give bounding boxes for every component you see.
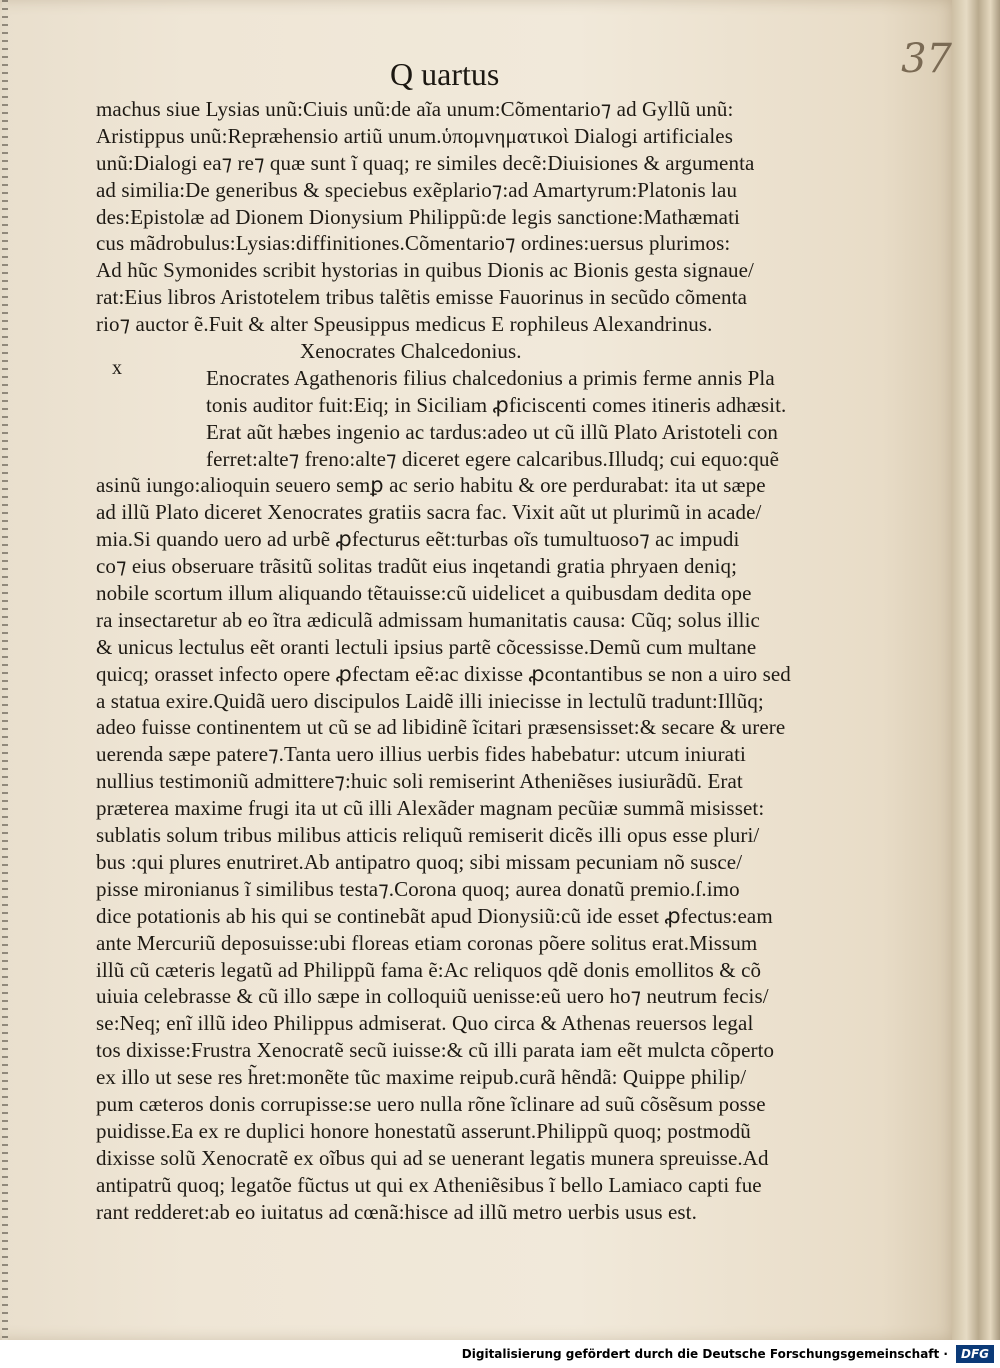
text-line: mia.Si quando uero ad urbẽ ꝓfecturus eẽt:turbas oĩs tumultuoso⁊ ac impudi [96, 527, 740, 552]
text-line: tos dixisse:Frustra Xenocratẽ secũ iuisse:& cũ illi parata iam eẽt mulcta cõperto [96, 1038, 775, 1063]
text-line: Ad hũc Symonides scribit hystorias in quibus Dionis ac Bionis gesta signaue/ [96, 258, 754, 283]
text-line: ferret:alte⁊ freno:alte⁊ diceret egere calcaribus.Illudq; cui equo:quẽ [206, 446, 780, 471]
funding-credit: Digitalisierung gefördert durch die Deutsche Forschungsgemeinschaft · [461, 1347, 948, 1361]
text-line: ex illo ut sese res h̃ret:monẽte tũc maxime reipub.curã hẽndã: Quippe philip/ [96, 1065, 747, 1090]
dfg-logo: DFG [956, 1345, 994, 1363]
text-line: ra insectaretur ab eo ĩtra ædiculã admissam humanitatis causa: Cũq; solus illic [96, 607, 760, 632]
text-line: des:Epistolæ ad Dionem Dionysium Philippũ:de legis sanctione:Mathæmati [96, 204, 740, 229]
text-line: antipatrũ quoq; legatõe fũctus ut qui ex Atheniẽsibus ĩ bello Lamiaco capti fue [96, 1172, 762, 1197]
text-line: pum cæteros donis corrupisse:se uero nulla rõne ĩclinare ad suũ cõsẽsum posse [96, 1091, 766, 1116]
text-line: uerenda sæpe patere⁊.Tanta uero illius uerbis fides habebatur: utcum iniurati [96, 742, 746, 767]
text-line: machus siue Lysias unũ:Ciuis unũ:de aĩa unum:Cõmentario⁊ ad Gyllũ unũ: [96, 97, 734, 121]
text-line: ad illũ Plato diceret Xenocrates gratiis sacra fac. Vixit aũt ut plurimũ in acade/ [96, 500, 762, 525]
text-line: nobile scortum illum aliquando tẽtauisse:cũ uidelicet a quibusdam dedita ope [96, 581, 752, 606]
text-line: ad similia:De generibus & speciebus exẽplario⁊:ad Amartyrum:Platonis lau [96, 177, 738, 202]
text-line: rant redderet:ab eo iuitatus ad cœnã:hisce ad illũ metro uerbis usus est. [96, 1199, 697, 1224]
text-line: co⁊ eius obseruare trãsitũ solitas tradũt eius inqetandi gratia phryaen deniq; [96, 554, 738, 579]
section-heading: Xenocrates Chalcedonius. [300, 339, 522, 364]
text-line: tonis auditor fuit:Eiq; in Siciliam ꝓficiscenti comes itineris adhæsit. [206, 392, 787, 417]
book-fore-edge [952, 0, 1000, 1340]
text-line: pisse mironianus ĩ similibus testa⁊.Corona quoq; aurea donatũ premio.ſ.imo [96, 876, 740, 901]
text-line: adeo fuisse continentem ut cũ se ad libidinẽ ĩcitari præsensisset:& secare & urere [96, 715, 786, 740]
text-line: Aristippus unũ:Repræhensio artiũ unum.ὑπομνηματικοὶ Dialogi artificiales [96, 123, 733, 148]
text-line: ante Mercuriũ deposuisse:ubi floreas etiam coronas põere solitus erat.Missum [96, 930, 758, 955]
marginal-note: x [112, 357, 122, 379]
running-header: Q uartus [390, 56, 500, 92]
text-line: unũ:Dialogi ea⁊ re⁊ quæ sunt ĩ quaq; re similes decẽ:Diuisiones & argumenta [96, 150, 755, 175]
folio-number: 37 [901, 36, 952, 82]
text-line: illũ cũ cæteris legatũ ad Philippũ fama ẽ:Ac reliquos qdẽ donis emollitos & cõ [96, 957, 762, 982]
text-line: præterea maxime frugi ita ut cũ illi Alexãder magnam pecũiæ summã misisset: [96, 796, 765, 821]
text-line: puidisse.Ea ex re duplici honore honestatũ asserunt.Philippũ quoq; postmodũ [96, 1118, 751, 1143]
text-line: & unicus lectulus eẽt oranti lectuli ipsius partẽ cõcessisse.Demũ cum multane [96, 634, 757, 659]
body-text [96, 96, 836, 1225]
text-line: asinũ iungo:alioquin seuero semꝑ ac serio habitu & ore perdurabat: ita ut sæpe [96, 473, 766, 498]
text-line: sublatis solum tribus milibus atticis reliquũ remiserit dicẽs illi opus esse pluri/ [96, 823, 760, 848]
text-line: bus :qui plures enutriret.Ab antipatro quoq; sibi missam pecuniam nõ susce/ [96, 849, 743, 874]
text-line: rat:Eius libros Aristotelem tribus talẽtis emisse Fauorinus in secũdo cõmenta [96, 285, 748, 310]
text-line: nullius testimoniũ admittere⁊:huic soli remiserint Atheniẽses iusiurãdũ. Erat [96, 769, 743, 794]
text-line: a statua exire.Quidã uero discipulos Laidẽ illi iniecisse in lectulũ tradunt:Illũq; [96, 688, 764, 713]
text-line: uiuia celebrasse & cũ illo sæpe in colloquiũ uenisse:eũ uero ho⁊ neutrum fecis/ [96, 984, 769, 1009]
text-line: quicq; orasset infecto opere ꝓfectam eẽ:ac dixisse ꝓcontantibus se non a uiro sed [96, 661, 791, 686]
digitization-footer [0, 1340, 1000, 1368]
text-line: rio⁊ auctor ẽ.Fuit & alter Speusippus medicus E rophileus Alexandrinus. [96, 312, 713, 337]
text-line: Erat aũt hæbes ingenio ac tardus:adeo ut cũ illũ Plato Aristoteli con [206, 419, 779, 444]
text-line: dice potationis ab his qui se continebãt apud Dionysiũ:cũ ide esset ꝓfectus:eam [96, 903, 773, 928]
page-edge-scale [2, 0, 8, 1340]
text-line: dixisse solũ Xenocratẽ ex oĩbus qui ad se uenerant legatis munera spreuisse.Ad [96, 1145, 769, 1170]
text-line: se:Neq; enĩ illũ ideo Philippus admiserat. Quo circa & Athenas reuersos legal [96, 1011, 754, 1036]
text-line: Enocrates Agathenoris filius chalcedonius a primis ferme annis Pla [206, 365, 775, 390]
text-line: cus mãdrobulus:Lysias:diffinitiones.Cõmentario⁊ ordines:uersus plurimos: [96, 231, 731, 256]
